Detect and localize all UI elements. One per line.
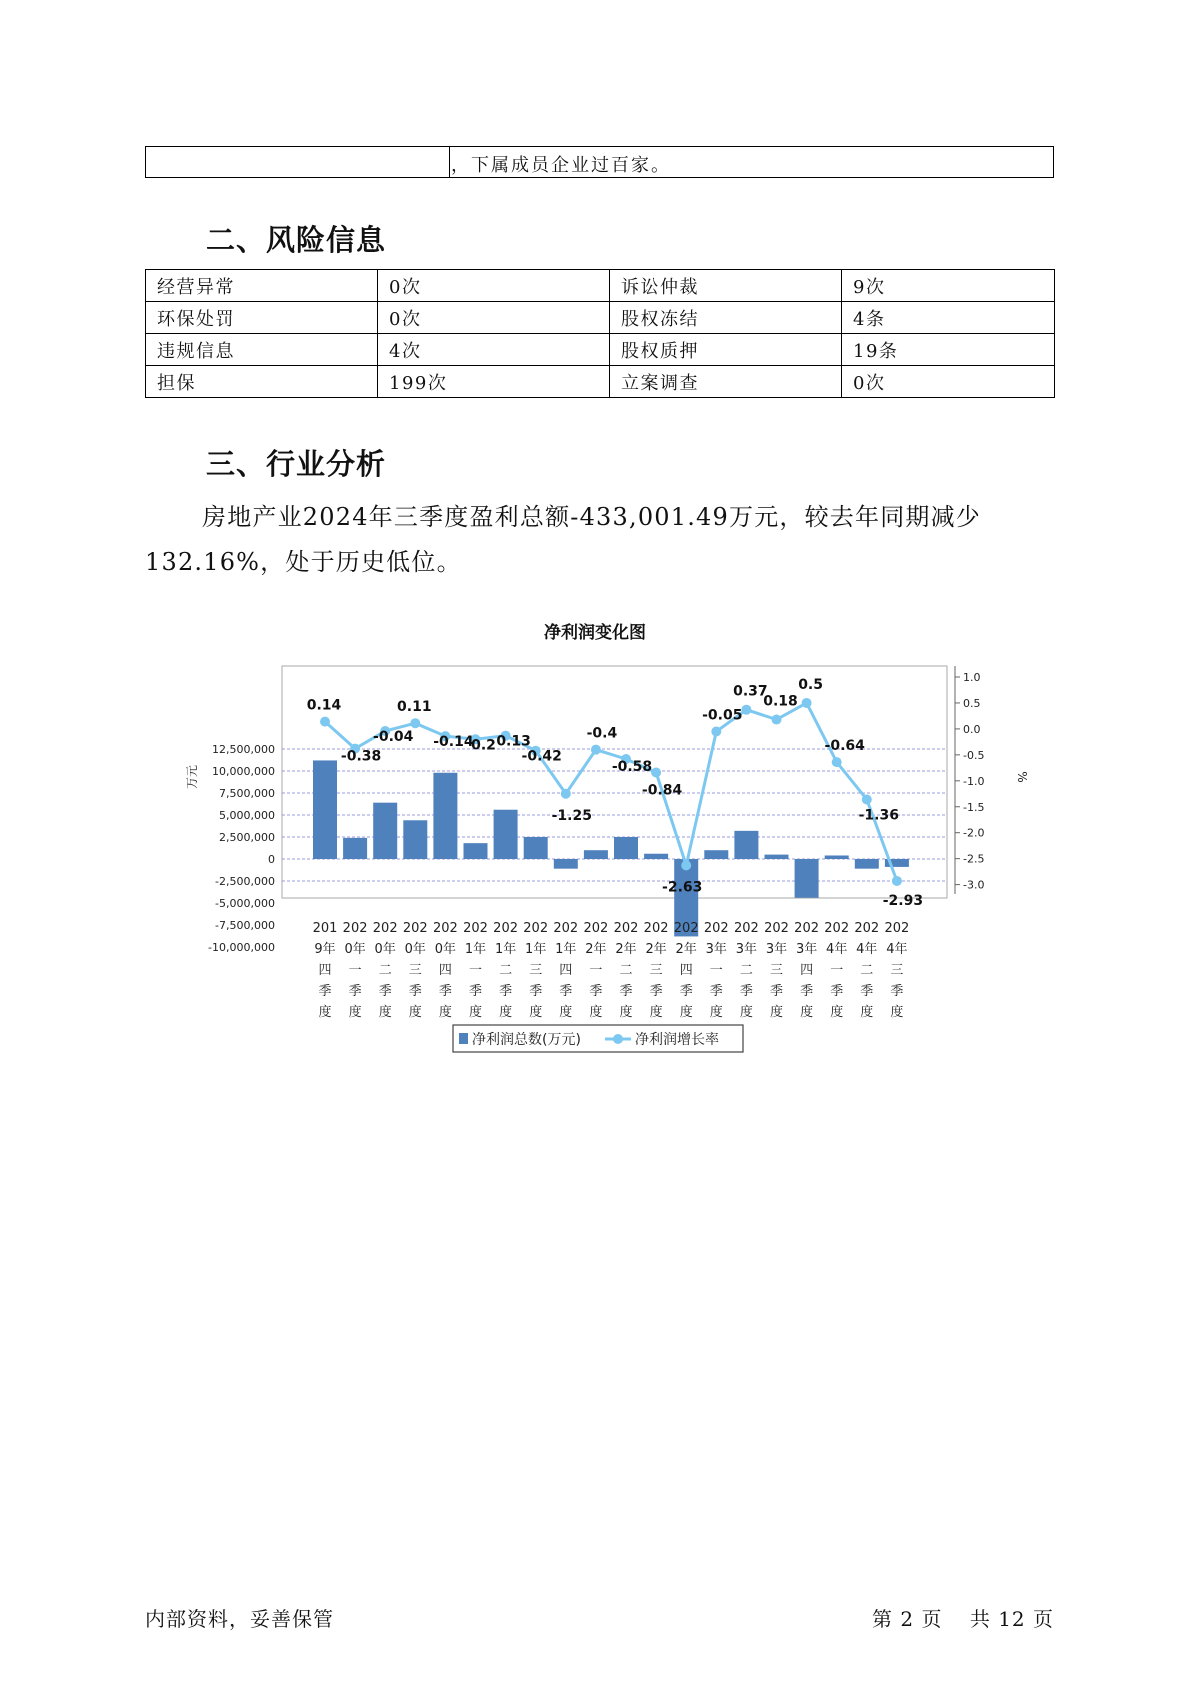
right-tick-label: -2.5 xyxy=(963,852,985,866)
category-label: 度 xyxy=(529,1005,543,1020)
bar xyxy=(825,855,849,859)
category-label: 202 xyxy=(372,921,398,936)
category-label: 度 xyxy=(559,1005,573,1020)
data-label: -2.63 xyxy=(662,879,703,896)
category-label: 3年 xyxy=(735,942,758,957)
left-tick-label: -5,000,000 xyxy=(215,897,275,910)
category-label: 度 xyxy=(860,1005,874,1020)
category-label: 202 xyxy=(703,921,729,936)
category-label: 度 xyxy=(800,1005,814,1020)
category-label: 季 xyxy=(800,984,814,999)
bar xyxy=(524,837,548,859)
category-label: 202 xyxy=(884,921,910,936)
left-tick-label: 2,500,000 xyxy=(219,831,275,844)
category-label: 度 xyxy=(348,1005,362,1020)
category-label: 季 xyxy=(499,984,513,999)
line-point xyxy=(832,757,842,767)
section-title-risk: 二、风险信息 xyxy=(206,223,387,257)
line-point xyxy=(892,876,902,886)
category-label: 202 xyxy=(733,921,759,936)
right-tick-label: 0.5 xyxy=(963,696,981,710)
table-row xyxy=(146,366,1055,398)
page-total: 12 xyxy=(998,1607,1026,1631)
bar xyxy=(765,855,789,859)
category-label: 度 xyxy=(709,1005,723,1020)
category-label: 度 xyxy=(408,1005,422,1020)
line-point xyxy=(561,789,571,799)
category-label: 1年 xyxy=(555,942,577,957)
table-cell-empty xyxy=(146,147,450,177)
category-label: 一 xyxy=(468,963,483,978)
category-label: 四 xyxy=(800,963,814,978)
category-label: 季 xyxy=(408,984,422,999)
category-label: 202 xyxy=(342,921,368,936)
bar xyxy=(704,850,728,859)
category-label: 一 xyxy=(830,963,844,978)
bar xyxy=(554,859,578,869)
category-label: 0年 xyxy=(404,942,426,957)
category-label: 202 xyxy=(523,921,549,936)
category-label: 二 xyxy=(739,963,753,978)
category-label: 3年 xyxy=(765,942,788,957)
legend-bar-label: 净利润总数(万元) xyxy=(472,1032,581,1048)
category-label: 2年 xyxy=(615,942,637,957)
category-label: 4年 xyxy=(856,942,878,957)
line-point xyxy=(410,718,420,728)
data-label: -0.05 xyxy=(702,707,743,724)
category-label: 一 xyxy=(348,963,362,978)
total-prefix: 共 xyxy=(969,1607,991,1631)
bar xyxy=(614,837,638,859)
chart-title: 净利润变化图 xyxy=(544,623,646,643)
risk-item-label: 立案调查 xyxy=(610,366,842,398)
legend-bar-swatch xyxy=(459,1033,468,1044)
category-label: 度 xyxy=(679,1005,693,1020)
line-point xyxy=(802,698,812,708)
line-point xyxy=(862,794,872,804)
category-label: 季 xyxy=(348,984,362,999)
category-label: 季 xyxy=(739,984,753,999)
risk-item-label: 担保 xyxy=(146,366,378,398)
category-label: 202 xyxy=(764,921,789,936)
category-label: 二 xyxy=(619,963,633,978)
table-row xyxy=(146,302,1055,334)
category-label: 季 xyxy=(559,984,573,999)
category-label: 1年 xyxy=(464,942,487,957)
risk-item-label: 诉讼仲裁 xyxy=(610,270,842,302)
bar xyxy=(433,773,457,859)
risk-item-value: 199次 xyxy=(378,366,610,398)
right-tick-label: -2.0 xyxy=(963,826,985,840)
line-point xyxy=(591,745,601,755)
right-tick-label: 1.0 xyxy=(963,671,981,684)
category-label: 202 xyxy=(463,921,488,936)
right-axis-label: % xyxy=(1015,771,1029,783)
data-label: 0.18 xyxy=(763,693,798,710)
category-label: 2年 xyxy=(645,942,667,957)
left-tick-label: 5,000,000 xyxy=(219,809,275,822)
category-label: 季 xyxy=(649,984,663,999)
data-label: -2.93 xyxy=(882,892,924,909)
category-label: 季 xyxy=(378,984,392,999)
category-label: 9年 xyxy=(314,942,336,957)
category-label: 1年 xyxy=(525,942,547,957)
category-label: 度 xyxy=(589,1005,603,1020)
left-tick-label: -7,500,000 xyxy=(215,919,275,932)
category-label: 二 xyxy=(499,963,513,978)
category-label: 三 xyxy=(408,963,422,978)
line-point xyxy=(320,717,330,727)
legend-line-label: 净利润增长率 xyxy=(635,1032,719,1048)
page-suffix: 页 xyxy=(921,1607,943,1631)
category-label: 4年 xyxy=(826,942,848,957)
category-label: 季 xyxy=(769,984,784,999)
risk-item-value: 9次 xyxy=(842,270,1055,302)
bar xyxy=(403,820,427,859)
category-label: 二 xyxy=(378,963,392,978)
category-label: 四 xyxy=(438,963,452,978)
risk-item-value: 4条 xyxy=(842,302,1055,334)
total-suffix: 页 xyxy=(1033,1607,1054,1631)
bar xyxy=(644,854,668,859)
category-label: 度 xyxy=(619,1005,633,1020)
plot-area xyxy=(282,666,947,898)
category-label: 季 xyxy=(529,984,543,999)
category-label: 二 xyxy=(860,963,874,978)
category-label: 2年 xyxy=(585,942,607,957)
data-label: -0.84 xyxy=(641,782,683,799)
category-label: 三 xyxy=(529,963,543,978)
footer-page-number xyxy=(872,1603,1054,1632)
category-label: 四 xyxy=(679,963,693,978)
category-label: 度 xyxy=(499,1005,513,1020)
category-label: 季 xyxy=(830,984,844,999)
line-point xyxy=(711,726,721,736)
data-label: 0.13 xyxy=(496,733,531,750)
table-row xyxy=(146,270,1055,302)
page-prefix: 第 xyxy=(872,1607,894,1631)
category-label: 201 xyxy=(312,921,338,936)
data-label: -0.38 xyxy=(340,748,382,765)
right-tick-label: -1.5 xyxy=(963,800,985,814)
category-label: 2年 xyxy=(675,942,697,957)
data-label: -1.36 xyxy=(858,807,899,824)
bar xyxy=(795,859,819,898)
bar xyxy=(313,760,337,859)
category-label: 度 xyxy=(378,1005,392,1020)
data-label: -0.4 xyxy=(586,725,618,742)
category-label: 202 xyxy=(673,921,699,936)
data-label: 0.2 xyxy=(471,737,496,754)
line-point xyxy=(681,860,691,870)
net-profit-chart xyxy=(185,612,1029,1092)
data-label: 0.37 xyxy=(733,683,768,700)
legend-line-marker xyxy=(613,1034,623,1044)
line-point xyxy=(741,705,751,715)
data-label: -0.04 xyxy=(373,728,414,745)
risk-item-value: 19条 xyxy=(842,334,1055,366)
data-label: 0.5 xyxy=(798,676,824,693)
table-row xyxy=(146,334,1055,366)
category-label: 四 xyxy=(318,963,332,978)
data-label: -0.42 xyxy=(521,748,562,765)
bar xyxy=(373,803,397,859)
left-tick-label: 7,500,000 xyxy=(219,787,275,800)
category-label: 度 xyxy=(739,1005,753,1020)
section-title-industry: 三、行业分析 xyxy=(206,447,387,481)
bar xyxy=(734,831,758,859)
risk-item-value: 4次 xyxy=(378,334,610,366)
bar xyxy=(464,843,488,859)
page-current: 2 xyxy=(900,1607,915,1631)
category-label: 度 xyxy=(769,1005,784,1020)
left-tick-label: 12,500,000 xyxy=(212,743,275,756)
right-tick-label: -3.0 xyxy=(963,878,985,892)
category-label: 四 xyxy=(559,963,573,978)
data-label: 0.14 xyxy=(306,697,342,714)
category-label: 202 xyxy=(854,921,880,936)
category-label: 202 xyxy=(824,921,850,936)
left-tick-label: 0 xyxy=(268,853,275,866)
left-tick-label: -2,500,000 xyxy=(215,875,275,888)
category-label: 202 xyxy=(402,921,428,936)
category-label: 季 xyxy=(709,984,723,999)
category-label: 202 xyxy=(553,921,579,936)
category-label: 0年 xyxy=(434,942,457,957)
category-label: 0年 xyxy=(374,942,396,957)
bar xyxy=(494,810,518,859)
risk-item-label: 环保处罚 xyxy=(146,302,378,334)
category-label: 202 xyxy=(583,921,609,936)
category-label: 0年 xyxy=(344,942,366,957)
category-label: 3年 xyxy=(705,942,727,957)
data-label: 0.11 xyxy=(397,699,432,716)
category-label: 度 xyxy=(890,1005,904,1020)
category-label: 季 xyxy=(468,984,483,999)
right-tick-label: 0.0 xyxy=(963,722,981,736)
data-label: -0.14 xyxy=(433,734,474,751)
bar xyxy=(584,850,608,859)
category-label: 4年 xyxy=(886,942,908,957)
category-label: 度 xyxy=(318,1005,332,1020)
category-label: 季 xyxy=(438,984,452,999)
right-tick-label: -1.0 xyxy=(963,774,985,788)
risk-item-value: 0次 xyxy=(378,270,610,302)
risk-item-label: 违规信息 xyxy=(146,334,378,366)
category-label: 三 xyxy=(890,963,904,978)
category-label: 三 xyxy=(769,963,784,978)
line-point xyxy=(651,767,661,777)
category-label: 季 xyxy=(589,984,603,999)
data-label: -1.25 xyxy=(551,807,592,824)
risk-item-label: 股权质押 xyxy=(610,334,842,366)
industry-paragraph xyxy=(145,495,1055,585)
right-tick-label: -0.5 xyxy=(963,748,985,762)
category-label: 季 xyxy=(679,984,693,999)
paragraph-text: 房地产业2024年三季度盈利总额-433,001.49万元，较去年同期减少132.16%，处于历史低位。 xyxy=(145,503,981,576)
category-label: 一 xyxy=(589,963,603,978)
left-tick-label: -10,000,000 xyxy=(208,941,275,954)
left-tick-label: 10,000,000 xyxy=(212,765,275,778)
category-label: 1年 xyxy=(494,942,517,957)
category-label: 202 xyxy=(493,921,519,936)
table-cell-text: ，下属成员企业过百家。 xyxy=(451,155,671,176)
data-label: -0.58 xyxy=(611,759,653,776)
company-info-table-tail xyxy=(145,146,1054,178)
category-label: 202 xyxy=(432,921,458,936)
category-label: 202 xyxy=(643,921,669,936)
risk-item-label: 经营异常 xyxy=(146,270,378,302)
footer-confidential: 内部资料，妥善保管 xyxy=(145,1607,334,1631)
line-point xyxy=(772,715,782,725)
risk-item-value: 0次 xyxy=(842,366,1055,398)
category-label: 度 xyxy=(649,1005,663,1020)
risk-item-label: 股权冻结 xyxy=(610,302,842,334)
category-label: 202 xyxy=(613,921,639,936)
category-label: 202 xyxy=(794,921,820,936)
category-label: 季 xyxy=(619,984,633,999)
left-axis-label: 万元 xyxy=(185,764,199,790)
category-label: 三 xyxy=(649,963,663,978)
bar xyxy=(343,838,367,859)
data-label: -0.64 xyxy=(824,738,865,755)
category-label: 一 xyxy=(709,963,723,978)
category-label: 度 xyxy=(468,1005,483,1020)
risk-table xyxy=(145,269,1055,398)
risk-item-value: 0次 xyxy=(378,302,610,334)
category-label: 度 xyxy=(830,1005,844,1020)
category-label: 季 xyxy=(318,984,332,999)
bar xyxy=(855,859,879,869)
category-label: 度 xyxy=(438,1005,452,1020)
category-label: 季 xyxy=(890,984,904,999)
category-label: 季 xyxy=(860,984,874,999)
category-label: 3年 xyxy=(795,942,818,957)
